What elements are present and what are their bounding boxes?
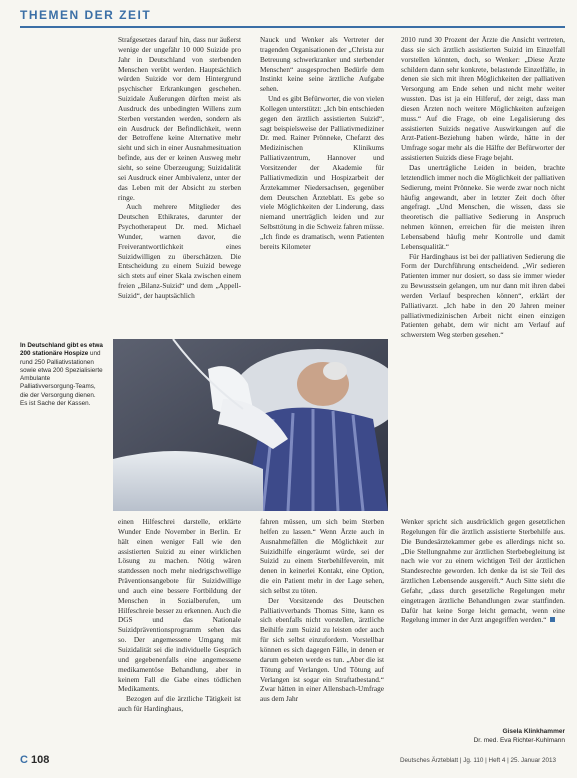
column-3-bottom	[401, 517, 565, 725]
page-number	[20, 754, 49, 766]
page-num: 108	[31, 754, 50, 766]
paragraph: Für Hardinghaus ist bei der palliativen Sedierung die Form der Durchführung entscheidend. „Wir sedieren Patienten immer nur dosiert, so dass sie immer wieder zu Bewusstsein gelangen, um nur dann mit ihren dabei werden Verlauf besprechen können“, erklärt der Palliativarzt. „Ich habe in den 20 Jahren meiner palliativmedizinischen Arbeit nicht einen einzigen Patienten gehabt, dem wir nicht am Verlauf auf schwerstem Weg sterben gesehen.“	[401, 251, 565, 340]
paragraph: Das unerträgliche Leiden in beiden, brachte letztendlich immer noch die Möglichkeit der palliativen Sedierung, meint Prönneke. Sie werde zwar noch nicht häufig angewandt, aber in letzter Zeit doch öfter angefragt. „Und Menschen, die wissen, dass sie theoretisch die palliative Sedierung in Anspruch nehmen können, erreichen für die meisten ihren Lebensabend häufig mehr Kontrolle und damit Lebensqualität.“	[401, 162, 565, 251]
paragraph: Strafgesetzes darauf hin, dass nur äußerst wenige der ungefähr 10 000 Suizide pro Jahr in Deutschland von sterbenden Menschen verübt werden. Hauptsächlich würden Suizide vor dem Hintergrund psychischer Erkrankungen geschehen. Suizidale Äußerungen dürften meist als Ausdruck des unbedingten Willens zum Sterben verstanden werden, sondern als ein Ausdruck der Befindlichkeit, wenn der Betroffene keine Alternative mehr sieht und sich in einer Ausnahmesituation befinde, aus der er keinen Ausweg mehr sieht, so seine Überzeugung; Suizidalität sei Ausdruck einer Ambivalenz, unter der das Leben mit der Absicht zu sterben ringe.	[118, 35, 241, 202]
paragraph: einen Hilfeschrei darstelle, erklärte Wunder Ende November in Berlin. Er hält einen weniger Fall wie den assistierten Suizid zu einer wirklichen Lösung zu machen. Nötig wären stattdessen noch mehr niedrigschwellige Präventionsangebote für Suizidwillige und auch eine bessere Fortbildung der Menschen in Sozialberufen, um Hilfeschreie besser zu erkennen. Auch die DGS und das Nationale Suizidpräventionsprogramm sehen das so. Der angemessene Umgang mit Suizidalität sei die individuelle Gespräch und gegebenenfalls eine angemessene medikamentöse Behandlung, aber in keinem Fall die Gabe eines tödlichen Medikaments.	[118, 517, 241, 694]
paragraph: fahren müssen, um sich beim Sterben helfen zu lassen.“ Wenn Ärzte auch in Ausnahmefällen die Möglichkeit zur Suizidhilfe eingeräumt würde, sei der Suizid zu einem Sterbehilfeverein, mit denen in keinerlei Kontakt, eine Option, die ein Patient mehr in der Lage sehen, sich selbst zu töten.	[260, 517, 384, 595]
hospice-photo	[113, 339, 388, 511]
page-letter: C	[20, 754, 28, 766]
column-2-top	[260, 35, 384, 335]
paragraph: Der Vorsitzende des Deutschen Palliativverbands Thomas Sitte, kann es sich ebenfalls nicht vorstellen, ärztliche Beihilfe zum Suizid zu leisten oder auch für sich selbst einzufordern. Vorstellbar können es sich dagegen Fälle, in denen er darum gebeten werde es tun. „Aber die ist Tötung auf Verlangen. Und Tötung auf Verlangen ist sogar ein Straftatbestand.“ Zwar hätten in einer Allensbach-Umfrage aus dem Jahr	[260, 595, 384, 704]
section-title: THEMEN DER ZEIT	[20, 8, 152, 22]
paragraph: Nauck und Wenker als Vertreter der tragenden Organisationen der „Christa zur Betreuung schwerkranker und sterbender Menschen“ ausgesprochen Bedürfe dem Instinkt keine seine ärztliche Aufgabe sehen.	[260, 35, 384, 94]
author-second: Dr. med. Eva Richter-Kuhlmann	[473, 736, 565, 744]
paragraph-text: Wenker spricht sich ausdrücklich gegen gesetzlichen Regelungen für die ärztlich assistierte Sterbehilfe aus. Die Bundesärztekammer gebe es allerdings nicht so. „Die Stellungnahme zur ärztlichen Sterbebegleitung ist nach wie vor zu einem wichtigen Teil der ärztlichen Standesrechte geworden. Ich denke da ist sie Teil des ärztlichen Lebensende ausgereift.“ Auch Sitte sieht die Gefahr, „dass durch gesetzliche Regelungen mehr eingetragen ärztliche Behandlungen zwar stattfinden. Dafür hat keine Sorge leicht gemacht, wenn eine Regelung immer in der Arzt angegriffen werden.“	[401, 517, 565, 625]
journal-info: Deutsches Ärzteblatt | Jg. 110 | Heft 4 | 25. Januar 2013	[400, 757, 557, 764]
author-block	[462, 728, 565, 745]
column-1-bottom	[118, 517, 241, 749]
caption-bold: In Deutschland gibt es etwa 200 stationäre Hospize	[20, 342, 103, 358]
paragraph: Bezogen auf die ärztliche Tätigkeit ist auch für Hardinghaus,	[118, 694, 241, 714]
paragraph: 2010 rund 30 Prozent der Ärzte die Ansicht vertreten, dass sie sich ärztlich assistierten Suizid im Einzelfall vorstellen könnten, doch, so Wenker: „Diese Ärzte schildern dann sehr konkrete, belastende Einzelfälle, in denen sie sich mit ihren Möglichkeiten der palliativen Versorgung am Ende sehen und nicht mehr weiter wussten. Das ist ja ein Hilferuf, der zeigt, dass man diesen Ärzten noch weitere Möglichkeiten aufzeigen muss.“ Auf die Frage, ob eine Legalisierung des assistierten Suizids negative Auswirkungen auf die Arzt-Patient-Beziehung haben würde, hätte in der Umfrage sogar mehr als die Hälfte der Befürworter der assistierten Suizids diese Frage bejaht.	[401, 35, 565, 163]
author-name: Gisela Klinkhammer	[502, 728, 565, 735]
paragraph	[401, 517, 565, 625]
paragraph: Auch mehrere Mitglieder des Deutschen Ethikrates, darunter der Psychotherapeut Dr. med. Michael Wunder, warnen davor, die Freiverantwortlichkeit eines Suizidwilligen zu überschätzen. Die Entscheidung zu einem Suizid bewege sich stets auf einer Skala zwischen einem freien „Bilanz-Suizid“ und dem „Appell-Suizid“, der hauptsächlich	[118, 202, 241, 300]
header-rule	[20, 26, 565, 28]
caption-text: und rund 250 Palliativstationen sowie etwa 200 Spezialisierte Ambulante Palliativversorgung-Teams, die der Versorgung dienen. Es ist Sache der Kassen.	[20, 350, 103, 408]
column-1-top	[118, 35, 241, 335]
column-2-bottom	[260, 517, 384, 749]
photo-illustration	[113, 339, 388, 511]
photo-caption	[20, 342, 104, 408]
section-header	[20, 6, 565, 28]
column-3-top	[401, 35, 565, 511]
paragraph: Und es gibt Befürworter, die von vielen Kollegen unterstützt: „Ich bin entschieden gegen den ärztlich assistierten Suizid“, sagt beispielsweise der Palliativmediziner Dr. med. Rainer Prönneke, Chefarzt des Medizinischen Klinikums Palliativzentrum, Hannover und Vorsitzender der Akademie für Palliativmedizin und Hospizarbeit der Ärztekammer Niedersachsen, gegenüber dem Deutschen Ärzteblatt. Es gebe so viele Möglichkeiten der Linderung, dass niemand unerträglich leiden und zur Selbsttötung in die Schweiz fahren müsse. „Ich finde es dramatisch, wenn Patienten bereits Kilometer	[260, 94, 384, 251]
end-mark-icon	[550, 617, 555, 622]
